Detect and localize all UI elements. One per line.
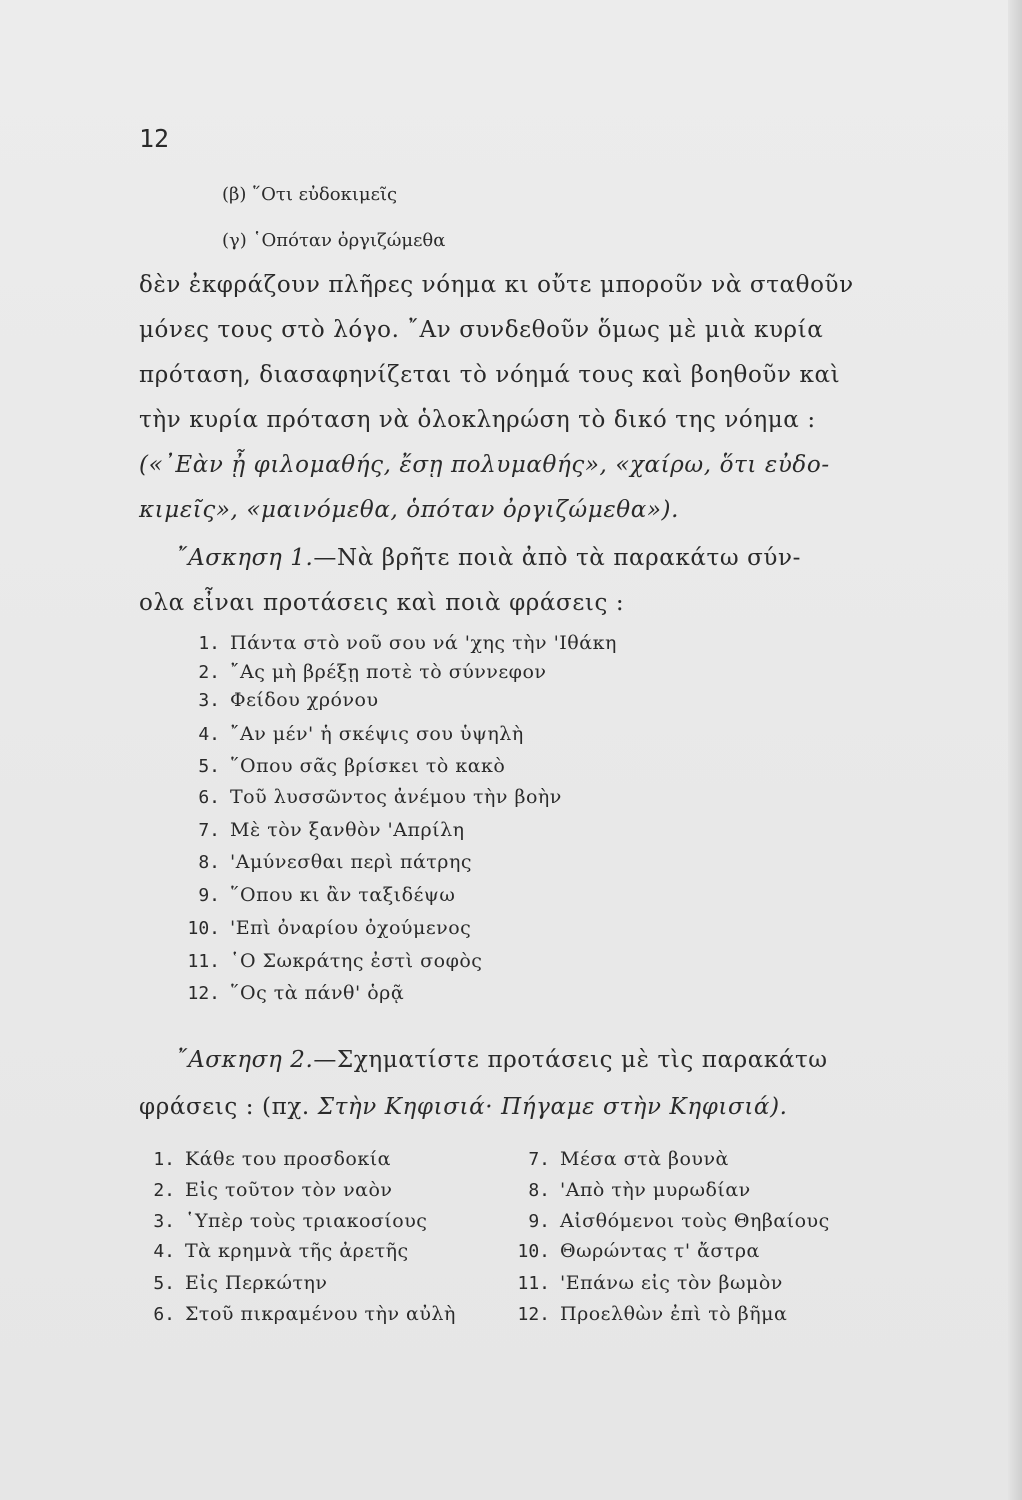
intro-item-b: (β) ῞Οτι εὐδοκιμεῖς [222,184,398,205]
paragraph-line: πρόταση, διασαφηνίζεται τὸ νόημά τους καὶ βοηθοῦν καὶ [139,362,841,388]
list-item: 12. Προελθὼν ἐπὶ τὸ βῆμα [517,1303,788,1325]
exercise-2-example: Στὴν Κηφισιά· Πήγαμε στὴν Κηφισιά). [317,1094,788,1120]
page-edge-shadow [1008,0,1022,1500]
list-item: 11. 'Επάνω εἰς τὸν βωμὸν [517,1272,783,1294]
paragraph-line: μόνες τους στὸ λόγο. ῎Αν συνδεθοῦν ὅμως μὲ μιὰ κυρία [139,317,824,343]
list-item: 8. 'Αμύνεσθαι περὶ πάτρης [198,851,472,873]
exercise-1-instruction: —Νὰ βρῆτε ποιὰ ἀπὸ τὰ παρακάτω σύν- [313,545,801,571]
paragraph-line: δὲν ἐκφράζουν πλῆρες νόημα κι οὔτε μποροῦν νὰ σταθοῦν [139,272,854,298]
list-item: 1. Πάντα στὸ νοῦ σου νά 'χης τὴν 'Ιθάκη [198,632,617,654]
list-item: 10. Θωρώντας τ' ἄστρα [517,1240,760,1262]
list-item: 1. Κάθε του προσδοκία [153,1148,391,1170]
list-item: 4. Τὰ κρημνὰ τῆς ἀρετῆς [153,1240,409,1262]
list-item: 11. ῾Ο Σωκράτης ἐστὶ σοφὸς [187,950,483,972]
exercise-2-instruction-cont [139,1094,788,1120]
paragraph-example-line: κιμεῖς», «μαινόμεθα, ὁπόταν ὀργιζώμεθα»). [139,497,680,523]
list-item: 2. ῎Ας μὴ βρέξῃ ποτὲ τὸ σύννεφον [198,661,547,683]
exercise-2-title: ῎Ασκηση 2. [176,1047,314,1073]
list-item: 10. 'Επὶ ὀναρίου ὀχούμενος [187,917,472,939]
list-item: 7. Μὲ τὸν ξανθὸν 'Απρίλη [198,819,465,841]
list-item: 5. Εἰς Περκώτην [153,1272,328,1294]
paragraph-line: τὴν κυρία πρόταση νὰ ὁλοκληρώση τὸ δικό της νόημα : [139,407,816,433]
list-item: 9. Αἰσθόμενοι τοὺς Θηβαίους [528,1210,830,1232]
list-item: 5. ῞Οπου σᾶς βρίσκει τὸ κακὸ [198,755,506,777]
list-item: 9. ῞Οπου κι ἂν ταξιδέψω [198,884,456,906]
exercise-1-title: ῎Ασκηση 1. [176,545,314,571]
list-item: 3. Φείδου χρόνου [198,689,379,711]
intro-item-c: (γ) ῾Οπόταν ὀργιζώμεθα [222,230,446,251]
paragraph-example-line: («᾿Εὰν ᾖ φιλομαθής, ἔσῃ πολυμαθής», «χαίρω, ὅτι εὐδο- [139,452,830,478]
page-number: 12 [139,124,170,153]
exercise-1-heading [176,545,801,571]
exercise-2-instruction: —Σχηματίστε προτάσεις μὲ τὶς παρακάτω [313,1047,828,1073]
list-item: 8. 'Απὸ τὴν μυρωδίαν [528,1179,751,1201]
list-item: 2. Εἰς τοῦτον τὸν ναὸν [153,1179,393,1201]
list-item: 7. Μέσα στὰ βουνὰ [528,1148,729,1170]
list-item: 4. ῎Αν μέν' ἡ σκέψις σου ὑψηλὴ [198,723,524,745]
list-item: 12. ῞Ος τὰ πάνθ' ὁρᾷ [187,982,405,1004]
list-item: 6. Στοῦ πικραμένου τὴν αὐλὴ [153,1303,456,1325]
list-item: 6. Τοῦ λυσσῶντος ἀνέμου τὴν βοὴν [198,786,562,808]
exercise-1-instruction-cont: ολα εἶναι προτάσεις καὶ ποιὰ φράσεις : [139,590,625,616]
list-item: 3. ῾Υπὲρ τοὺς τριακοσίους [153,1210,428,1232]
exercise-2-heading [176,1047,828,1073]
exercise-2-prefix: φράσεις : (πχ. [139,1094,310,1120]
